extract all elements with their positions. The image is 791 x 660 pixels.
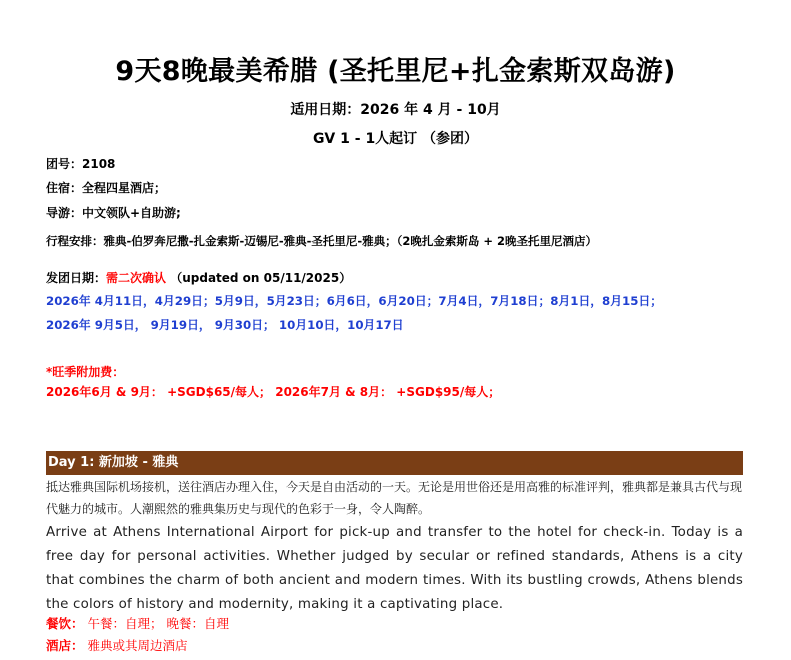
departure-row (46, 269, 351, 287)
day-1-header: Day 1: 新加坡 - 雅典 (46, 451, 743, 475)
hotel-info: 住宿：全程四星酒店； (46, 181, 167, 195)
departure-dates-line-1: 2026年 4月11日，4月29日；5月9日，5月23日；6月6日，6月20日；7月4日，7月18日；8月1日，8月15日； (46, 294, 663, 308)
day-1-hotel (46, 636, 188, 656)
departure-label: 发团日期： (46, 271, 107, 285)
hotel-label: 酒店： (46, 638, 84, 653)
meal-label: 餐饮： (46, 616, 84, 631)
departure-dates-line-2: 2026年 9月5日， 9月19日， 9月30日； 10月10日，10月17日 (46, 318, 404, 332)
group-info: GV 1 - 1人起订 （参团） (312, 131, 479, 147)
tour-number: 团号：2108 (46, 157, 116, 171)
updated-note: （updated on 05/11/2025） (170, 271, 352, 285)
document-title: 9天8晚最美希腊 (圣托里尼+扎金索斯双岛游) (115, 56, 676, 87)
surcharge-details: 2026年6月 & 9月： +SGD$65/每人； 2026年7月 & 8月： +SGD$95/每人； (46, 385, 501, 399)
validity-period: 适用日期：2026 年 4 月 - 10月 (290, 102, 501, 118)
departure-status: 需二次确认 (106, 271, 167, 285)
surcharge-label: *旺季附加费： (46, 365, 125, 379)
hotel-text: 雅典或其周边酒店 (87, 638, 188, 653)
day-1-description-en: Arrive at Athens International Airport for pick-up and transfer to the hotel for check-in. Today is a free day for personal activities. Whether judged by secular or refined standards, Athens is a city that combines the charm of both ancient and modern times. With its bustling crowds, Athens blends the colors of history and modernity, making it a captivating place. (46, 525, 743, 612)
meal-text: 午餐：自理； 晚餐：自理 (87, 616, 229, 631)
day-1-meals (46, 614, 229, 634)
itinerary-route: 行程安排：雅典-伯罗奔尼撒-扎金索斯-迈锡尼-雅典-圣托里尼-雅典；（2晚扎金索斯岛 + 2晚圣托里尼酒店） (46, 234, 598, 248)
day-1-description-cn: 抵达雅典国际机场接机，送往酒店办理入住，今天是自由活动的一天。无论是用世俗还是用高雅的标准评判，雅典都是兼具古代与现代魅力的城市。人潮熙然的雅典集历史与现代的色彩于一身，令人陶醉。 (46, 480, 743, 516)
guide-info: 导游：中文领队+自助游; (46, 206, 181, 220)
